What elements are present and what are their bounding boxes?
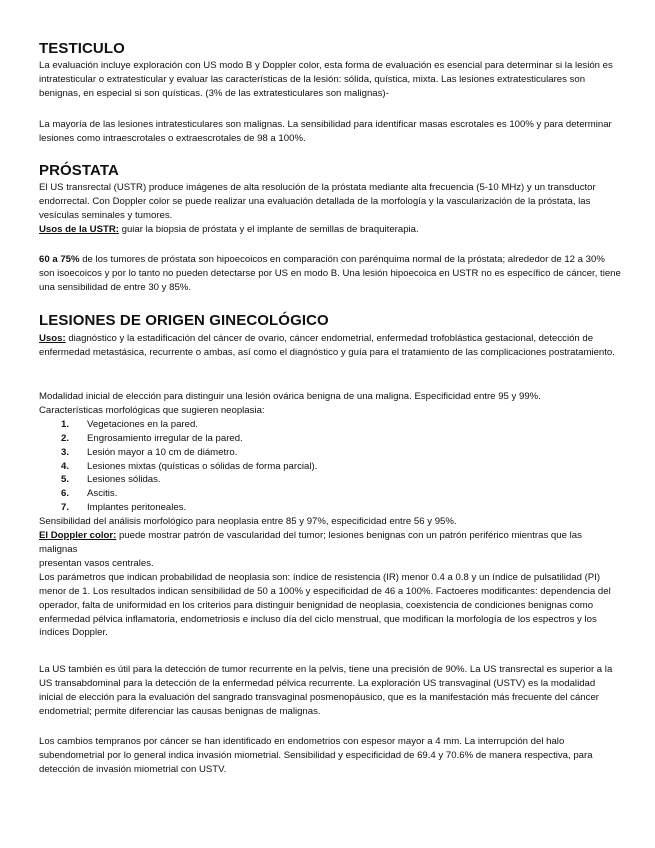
- prostata-paragraph-1: [39, 181, 621, 237]
- gineco-usos-paragraph: [39, 332, 621, 360]
- gineco-modalidad-line: Modalidad inicial de elección para distinguir una lesión ovárica benigna de una maligna. Especificidad entre 95 y 99%.: [39, 391, 541, 402]
- list-item-text: Lesiones sólidas.: [87, 474, 161, 486]
- gineco-cambios-text: Los cambios tempranos por cáncer se han identificado en endometrios con espesor mayor a 4 mm. La interrupción del halo subendometrial por lo general indica invasión miometrial. Sensibilidad y especificidad de 69.4 y 70.6% de manera respectiva, para detección de invasión miometrial con USTV.: [39, 736, 593, 775]
- list-item: [61, 487, 621, 501]
- list-item-number: 1.: [61, 418, 70, 430]
- gineco-parametros-paragraph: Los parámetros que indican probabilidad de neoplasia son: índice de resistencia (IR) menor 0.4 a 0.8 y un índice de pulsatilidad (PI) menor de 1. Los resultados indican sensibilidad de 50 a 100% y especificidad de 46 a 100%. Factoeres modificantes: dependencia del operador, falta de uniformidad en los criterios para distinguir benignidad de neoplasia, coexistencia de condiciones benignas como enfermedad pélvica inflamatoria, endometriosis e incluso día del ciclo menstrual, que modifican la morfología de los espectros y los índices Doppler.: [39, 571, 611, 639]
- prostata-text-1: El US transrectal (USTR) produce imágenes de alta resolución de la próstata mediante alta frecuencia (5-10 MHz) y un transductor endorrectal. Con Doppler color se puede realizar una evaluación detallada de la morfología y la vascularización de la próstata, las vesículas seminales y tumores.: [39, 182, 596, 221]
- gineco-main-block: [39, 390, 621, 640]
- gineco-usos-text: diagnóstico y la estadificación del cáncer de ovario, cáncer endometrial, enfermedad trofoblástica gestacional, detección de enfermedad metastásica, recurrente o ambas, así como el diagnóstico y guía para el tratamiento de las complicaciones postratamiento.: [39, 333, 615, 358]
- gineco-cambios-paragraph: [39, 735, 621, 777]
- list-item-text: Vegetaciones en la pared.: [87, 418, 198, 430]
- list-item-text: Ascitis.: [87, 488, 118, 500]
- testiculo-paragraph-1: [39, 59, 621, 101]
- list-item-text: Implantes peritoneales.: [87, 502, 187, 514]
- prostata-text-3-body: de los tumores de próstata son hipoecoicos en comparación con parénquima normal de la próstata; alrededor de 12 a 30% son isoecoicos y por lo tanto no pueden detectarse por US en modo B. Una lesión hipoecoica en USTR no es específico de cáncer, tiene una sensibilidad de entre 30 y 85%.: [39, 254, 621, 293]
- list-item-number: 7.: [61, 502, 70, 514]
- list-item-number: 5.: [61, 474, 70, 486]
- gineco-doppler-line-2: presentan vasos centrales.: [39, 557, 154, 569]
- list-item: [61, 432, 621, 446]
- list-item-text: Engrosamiento irregular de la pared.: [87, 432, 243, 444]
- prostata-percent-bold: 60 a 75%: [39, 254, 80, 265]
- gineco-usos-line: [39, 332, 621, 360]
- section-title-testiculo: TESTICULO: [39, 40, 125, 57]
- list-item: [61, 460, 621, 474]
- list-item: [61, 473, 621, 487]
- prostata-usos-label: Usos de la USTR:: [39, 223, 119, 235]
- neoplasia-criteria-list: [39, 418, 621, 515]
- section-title-ginecologico: LESIONES DE ORIGEN GINECOLÓGICO: [39, 312, 329, 329]
- list-item-number: 3.: [61, 446, 70, 458]
- gineco-caracteristicas-line: Características morfológicas que sugieren neoplasia:: [39, 404, 265, 416]
- testiculo-text-1: La evaluación incluye exploración con US modo B y Doppler color, esta forma de evaluación es esencial para determinar si la lesión es intratesticular o extratesticular y evaluar las características de la lesión: sólida, quística, mixta. Las lesiones extratesticulares son benignas, en especial si son quísticas. (3% de las extratesticulares son malignas)-: [39, 60, 613, 99]
- prostata-usos-text: guiar la biopsia de próstata y el implante de semillas de braquiterapia.: [118, 223, 419, 235]
- list-item-number: 6.: [61, 488, 70, 500]
- section-title-prostata: PRÓSTATA: [39, 162, 119, 179]
- prostata-usos-line: [39, 223, 621, 237]
- list-item-number: 4.: [61, 460, 70, 472]
- list-item-text: Lesiones mixtas (quísticas o sólidas de forma parcial).: [87, 460, 318, 472]
- testiculo-text-2: La mayoría de las lesiones intratesticulares son malignas. La sensibilidad para identificar masas escrotales es 100% y para determinar lesiones como intraescrotales o extraescrotales de 98 a 100%.: [39, 119, 612, 144]
- gineco-sensibilidad-line: Sensibilidad del análisis morfológico para neoplasia entre 85 y 97%, especificidad entre 56 y 95%.: [39, 516, 457, 528]
- gineco-doppler-line: [39, 529, 621, 557]
- gineco-doppler-label: El Doppler color:: [39, 530, 117, 542]
- list-item: [61, 418, 621, 432]
- gineco-recurrente-paragraph: [39, 663, 621, 719]
- prostata-text-3: [39, 253, 621, 295]
- gineco-doppler-text: puede mostrar patrón de vascularidad del tumor; lesiones benignas con un patrón periférico mientras que las malignas: [39, 530, 582, 555]
- gineco-usos-label: Usos:: [39, 333, 66, 344]
- list-item-text: Lesión mayor a 10 cm de diámetro.: [87, 446, 238, 458]
- list-item: [61, 501, 621, 515]
- testiculo-paragraph-2: [39, 118, 621, 146]
- gineco-recurrente-text: La US también es útil para la detección de tumor recurrente en la pelvis, tiene una precisión de 90%. La US transrectal es superior a la US transabdominal para la detección de la enfermedad pélvica recurrente. La exploración US transvaginal (USTV) es la modalidad inicial de elección para la evaluación del sangrado transvaginal posmenopáusico, que es la manifestación más frecuente del cáncer endometrial; permite diferenciar las causas benignas de malignas.: [39, 664, 613, 717]
- list-item-number: 2.: [61, 432, 70, 444]
- list-item: [61, 446, 621, 460]
- prostata-paragraph-3: [39, 253, 621, 295]
